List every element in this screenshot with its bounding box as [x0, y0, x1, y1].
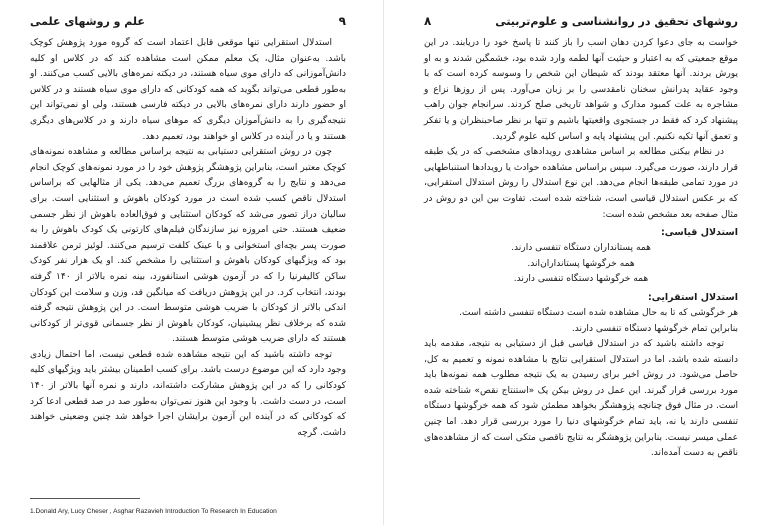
left-paragraph-3: توجه داشته باشید که این نتیجه مشاهده شده قطعی نیست، اما احتمال زیادی وجود دارد که این موضوع درست باشد. برای کسب اطمینان بیشتر باید ویژگیهای کلیه کودکانی را که در این پژوهش مشارکت داشته‌اند، دارند و نمره آنها بالاتر از ۱۴۰ است، در دست داشت. با وجود این هنوز نمی‌توان به‌طور صد در صد قطعی ادعا کرد که کودکانی که در آینده این آزمون برایشان اجرا خواهد شد چنین وضعیتی خواهند داشت. گرچه — [30, 349, 346, 438]
right-page-header — [424, 14, 738, 28]
right-page — [384, 0, 768, 525]
right-intro-paragraph: خواست به جای دعوا کردن دهان اسب را باز کنند تا پاسخ خود را دریابند. در این موقع جمعیتی که به اعتبار و حیثیت آنها لطمه وارد شده بود، خشمگین شدند و به او یورش بردند. آنها معتقد بودند که شیطان این شخص را وسوسه کرده است که با وجود عقاید پدرانش سخنان نامقدسی را بر زبان می‌آورد. پس از روزها نزاع و مشاجره به علت کمبود مدارک و شواهد تاریخی صلح کردند. سرانجام جوان راهب پیشنهاد کرد که فقط در جستجوی واقعیتها باشیم و تنها بر نظر صاحبنظران و یا تفکر و تعمق آنها تکیه نکنیم. این پیشنهاد پایه و اساس کلیه علوم گردید. — [424, 38, 738, 142]
right-closing-paragraph: توجه داشته باشید که در استدلال قیاسی قبل از دستیابی به نتیجه، مقدمه باید دانسته شده باشد، اما در استدلال استقرایی نتایج با مشاهده نمونه و تعمیم به کل، حاصل می‌شود. در روش اخیر برای رسیدن به یک نتیجه مطلوب همه نمونه‌ها باید مورد بررسی قرار گیرند. این عمل در روش بیکن یک «استنتاج نقص» شناخته شده است. در مثال فوق چنانچه پژوهشگر بخواهد مطمئن شود که همه خرگوشها دستگاه تنفسی دارند یا نه، باید تمام خرگوشهای دنیا را مورد بررسی قرار دهد. اما چنین عملی میسر نیست. بنابراین پژوهشگر به نتایج ناقصی متکی است که از مشاهده‌های ناقص به دست آمده‌اند. — [424, 339, 738, 459]
left-page-number: ۹ — [338, 14, 346, 28]
inductive-line-2: بنابراین تمام خرگوشها دستگاه تنفسی دارند. — [571, 323, 738, 334]
right-page-number: ۸ — [424, 14, 432, 28]
left-paragraph-1: استدلال استقرایی تنها موقعی قابل اعتماد است که گروه مورد پژوهش کوچک باشد. به‌عنوان مثال، یک معلم ممکن است مشاهده کند که در کلاس او کلیه دانش‌آموزانی که دارای موی سیاه هستند، در دیکته نمره‌های بالایی کسب می‌کنند. او به‌طور قطعی می‌تواند بگوید که همه کودکانی که دارای موی سیاه هستند و در کلاس او حضور دارند دارای نمره‌های بالایی در دیکته فارسی هستند، ولی او نمی‌تواند این نتیجه‌گیری را به دانش‌آموزان دیگری که موهای سیاه دارند و در کلاس‌های دیگری هستند و یا در آینده در کلاس او خواهند بود، تعمیم دهد. — [30, 38, 346, 142]
footnote-divider — [30, 498, 140, 499]
left-paragraph-2: چون در روش استقرایی دستیابی به نتیجه براساس مطالعه و مشاهده نمونه‌های کوچک معتبر است، بنابراین پژوهشگر پژوهش خود را در مورد نمونه‌های کوچک انجام می‌دهد و نتایج را به گروه‌های بزرگ تعمیم می‌دهد. یکی از مثالهایی که براساس استدلال ناقص کسب شده است در مورد کودکان باهوش و استثنایی است. برای سالیان دراز تصور می‌شد که کودکان استثنایی و فوق‌العاده باهوش از نظر جسمی ضعیف هستند. حتی امروزه نیز سازندگان فیلم‌های کارتونی یک کودک باهوش را به صورت پسر بچه‌ای استخوانی و با عینک کلفت ترسیم می‌کنند. لوئیز ترمن علاقمند بود که ویژگیهای کودکان باهوش و استثنایی را مشخص کند. او یک هزار نفر کودک ساکن کالیفرنیا را که در آزمون هوشی استانفورد، بینه نمره بالاتر از ۱۴۰ گرفته بودند، انتخاب کرد. در این پژوهش دریافت که میانگین قد، وزن و سلامت این کودکان اندکی بالاتر از کودکان با ضریب هوشی متوسط است. در این پژوهش نتیجه گرفته شده که برخلاف نظر پیشینیان، کودکان باهوش از نظر جسمانی قوی‌تر از کودکانی هستند که دارای ضریب هوشی متوسط هستند. — [30, 147, 346, 345]
right-page-running-title: روشهای تحقیق در روانشناسی و علوم‌تربیتی — [495, 15, 738, 28]
inductive-heading: استدلال استقرایی: — [647, 291, 738, 303]
inductive-line-1: هر خرگوشی که تا به حال مشاهده شده است دستگاه تنفسی داشته است. — [459, 307, 738, 318]
footnote: 1.Donald Ary, Lucy Cheser , Asghar Razavieh Introduction To Research In Education — [30, 508, 277, 515]
left-page-header — [30, 14, 346, 28]
deductive-line-3: همه خرگوشها دستگاه تنفسی دارند. — [513, 274, 649, 285]
right-second-paragraph: در نظام بیکنی مطالعه بر اساس مشاهدی رویدادهای مشخصی که در یک طبقه قرار دارند، صورت می‌گیرد. سپس براساس مشاهده حوادث یا رویدادها استنباطهایی در مورد تمامی طبقه‌ها انجام می‌دهد. این نوع استدلال را روش استدلال استقرایی، که بر عکس استدلال قیاسی است، شناخته شده است. تفاوت بین این دو روش در مثال صفحه بعد مشخص شده است: — [424, 147, 738, 220]
deductive-heading: استدلال قیاسی: — [660, 227, 738, 239]
deductive-line-2: همه خرگوشها پستانداران‌اند. — [527, 258, 635, 269]
left-page-running-title: علم و روشهای علمی — [30, 15, 145, 28]
deductive-line-1: همه پستانداران دستگاه تنفسی دارند. — [511, 243, 651, 254]
